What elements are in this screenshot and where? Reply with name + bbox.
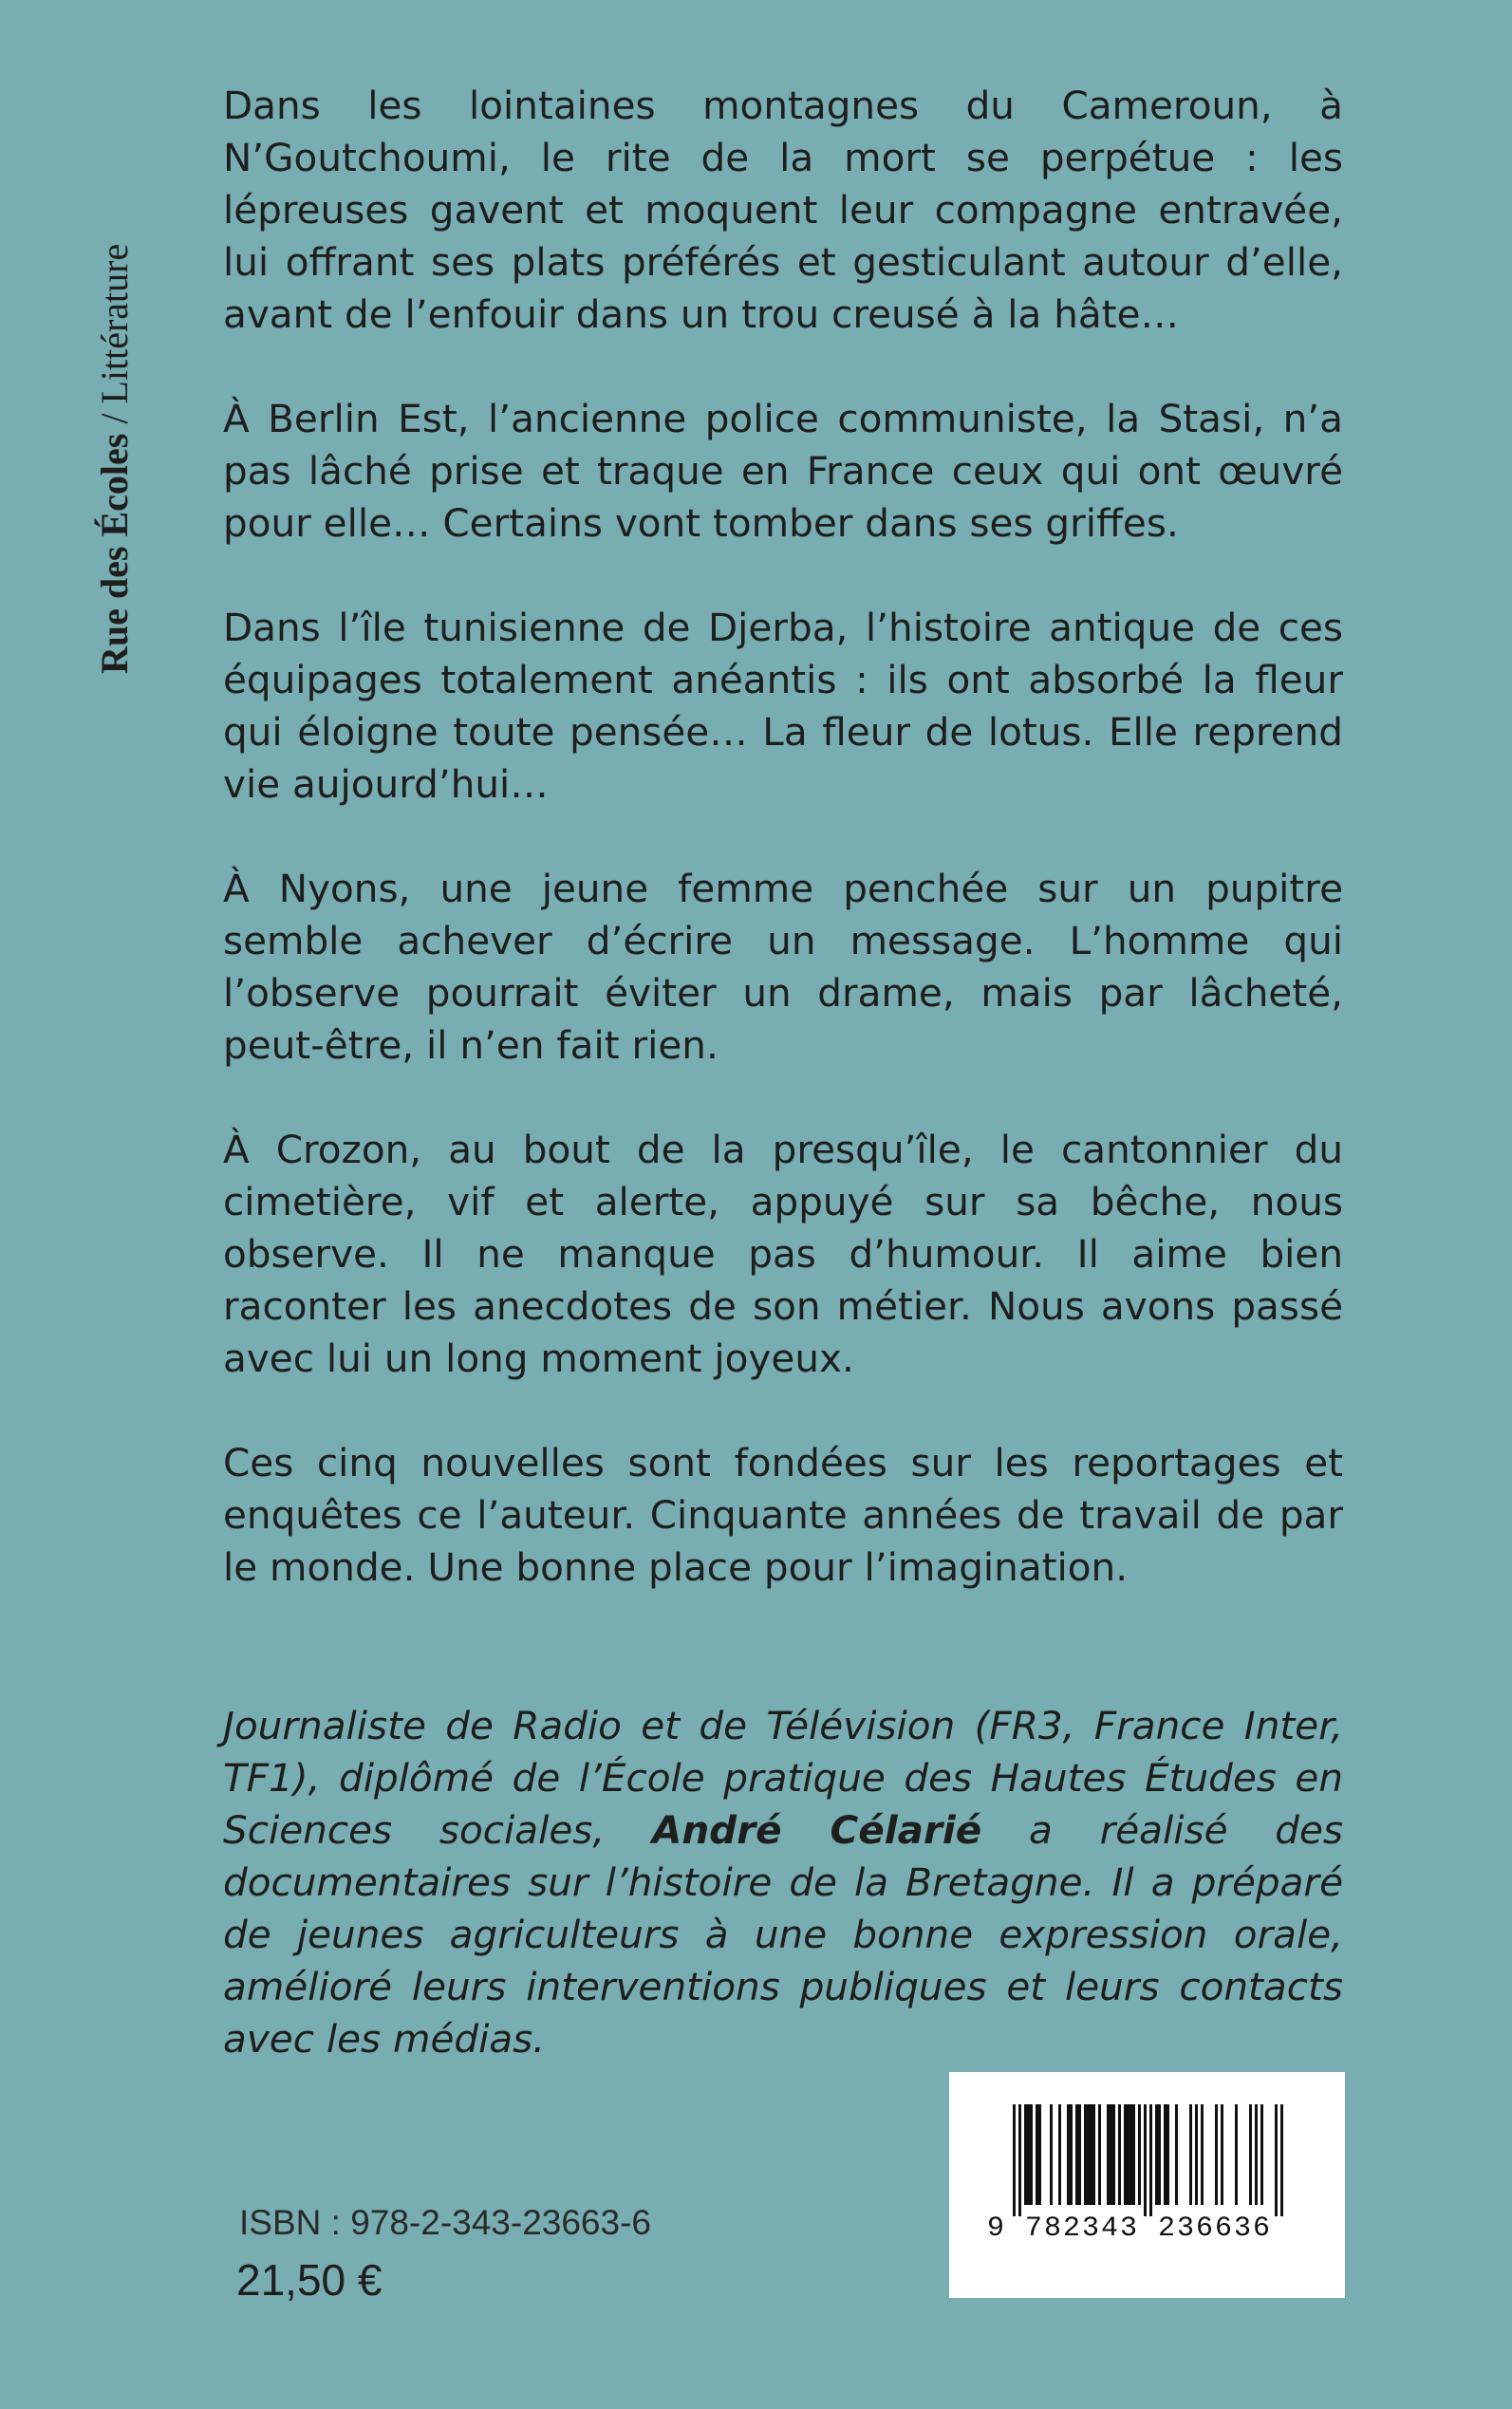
author-bio-intro: Journaliste de Radio et de Télévision (FR3, France Inter, TF1), diplômé de l’École pratique des Hautes Études en Sciences sociales, <box>223 1703 1343 1853</box>
barcode-bar <box>1087 2104 1090 2205</box>
barcode-bar <box>1030 2104 1033 2205</box>
barcode-bar <box>1075 2104 1078 2205</box>
barcode-bar <box>1107 2104 1110 2205</box>
barcode-bar <box>1221 2104 1223 2205</box>
barcode-bar <box>1129 2104 1132 2205</box>
barcode-bar <box>1118 2104 1121 2205</box>
barcode-bar <box>1098 2104 1101 2205</box>
spine-separator: / <box>93 403 136 434</box>
barcode-bar <box>1138 2104 1141 2205</box>
blurb-paragraph-nyons: À Nyons, une jeune femme penchée sur un pupitre semble achever d’écrire un message. L’homme qui l’observe pourrait éviter un drame, mais par lâcheté, peut-être, il n’en fait rien. <box>223 866 1343 1068</box>
series-category: Littérature <box>93 243 136 404</box>
barcode-bar <box>1013 2104 1016 2216</box>
barcode-bar <box>1164 2104 1167 2205</box>
barcode-bar <box>1038 2104 1041 2205</box>
barcode-bar <box>1050 2104 1053 2205</box>
barcode-bar <box>1078 2104 1081 2205</box>
barcode-bar <box>1275 2104 1278 2216</box>
barcode-bar <box>1018 2104 1021 2216</box>
series-name: Rue des Écoles <box>93 433 136 674</box>
barcode-bar <box>1149 2104 1152 2216</box>
spine-title <box>93 112 137 674</box>
barcode-bar <box>1175 2104 1178 2205</box>
barcode-bar <box>1127 2104 1129 2205</box>
barcode-bar <box>1110 2104 1112 2205</box>
barcode-bar <box>1112 2104 1115 2205</box>
barcode-bar <box>1215 2104 1218 2205</box>
barcode-bar <box>1280 2104 1283 2216</box>
blurb-paragraph-berlin: À Berlin Est, l’ancienne police communiste, la Stasi, n’a pas lâché prise et traque en France ceux qui ont œuvré pour elle… Certains vont tomber dans ses griffes. <box>223 396 1343 546</box>
barcode-bar <box>1249 2104 1252 2205</box>
barcode-bar <box>1255 2104 1258 2205</box>
barcode-bar <box>1144 2104 1147 2216</box>
barcode-bar <box>1084 2104 1087 2205</box>
blurb-paragraph-crozon: À Crozon, au bout de la presqu’île, le cantonnier du cimetière, vif et alerte, appuyé sur sa bêche, nous observe. Il ne manque pas d’humour. Il aime bien raconter les anecdotes de son métier. Nous avons passé avec lui un long moment joyeux. <box>223 1127 1343 1381</box>
barcode-bar <box>1201 2104 1204 2205</box>
barcode-bars <box>1001 2104 1296 2216</box>
barcode-bar <box>1124 2104 1127 2205</box>
blurb-paragraph-summary: Ces cinq nouvelles sont fondées sur les reportages et enquêtes ce l’auteur. Cinquante années de travail de par le monde. Une bonne place pour l’imagination. <box>223 1440 1343 1590</box>
barcode-digits: 9 782343 236636 <box>987 2213 1273 2245</box>
barcode-bar <box>1070 2104 1073 2205</box>
blurb-paragraph-djerba: Dans l’île tunisienne de Djerba, l’histoire antique de ces équipages totalement anéantis : ils ont absorbé la fleur qui éloigne toute pensée… La fleur de lotus. Elle reprend vie aujourd’hui… <box>223 605 1343 807</box>
isbn-label: ISBN : 978-2-343-23663-6 <box>239 2203 651 2242</box>
spine-title-text <box>93 244 137 674</box>
barcode-bar <box>1155 2104 1158 2205</box>
barcode-bar <box>1036 2104 1038 2205</box>
barcode-bar <box>1058 2104 1061 2205</box>
barcode-bar <box>1024 2104 1027 2205</box>
barcode-bar <box>1090 2104 1092 2205</box>
barcode-bar <box>1235 2104 1238 2205</box>
author-bio <box>223 1700 1343 2065</box>
barcode-bar <box>1260 2104 1263 2205</box>
barcode-bar <box>1067 2104 1070 2205</box>
author-name: André Célarié <box>651 1807 982 1853</box>
price-label: 21,50 € <box>236 2255 383 2305</box>
author-bio-rest: a réalisé des documentaires sur l’histoire de la Bretagne. Il a préparé de jeunes agriculteurs à une bonne expression orale, amélioré leurs interventions publiques et leurs contacts avec les médias. <box>223 1807 1343 2062</box>
blurb <box>223 80 1343 1646</box>
barcode <box>949 2072 1345 2298</box>
barcode-bar <box>1092 2104 1095 2205</box>
barcode-bar <box>1132 2104 1135 2205</box>
barcode-bar <box>1158 2104 1161 2205</box>
barcode-bar <box>1167 2104 1169 2205</box>
barcode-bar <box>1027 2104 1030 2205</box>
barcode-bar <box>1195 2104 1198 2205</box>
barcode-bar <box>1189 2104 1192 2205</box>
blurb-paragraph-cameroun: Dans les lointaines montagnes du Cameroun, à N’Goutchoumi, le rite de la mort se perpétue : les lépreuses gavent et moquent leur compagne entravée, lui offrant ses plats préférés et gesticulant autour d’elle, avant de l’enfouir dans un trou creusé à la hâte… <box>223 83 1343 337</box>
